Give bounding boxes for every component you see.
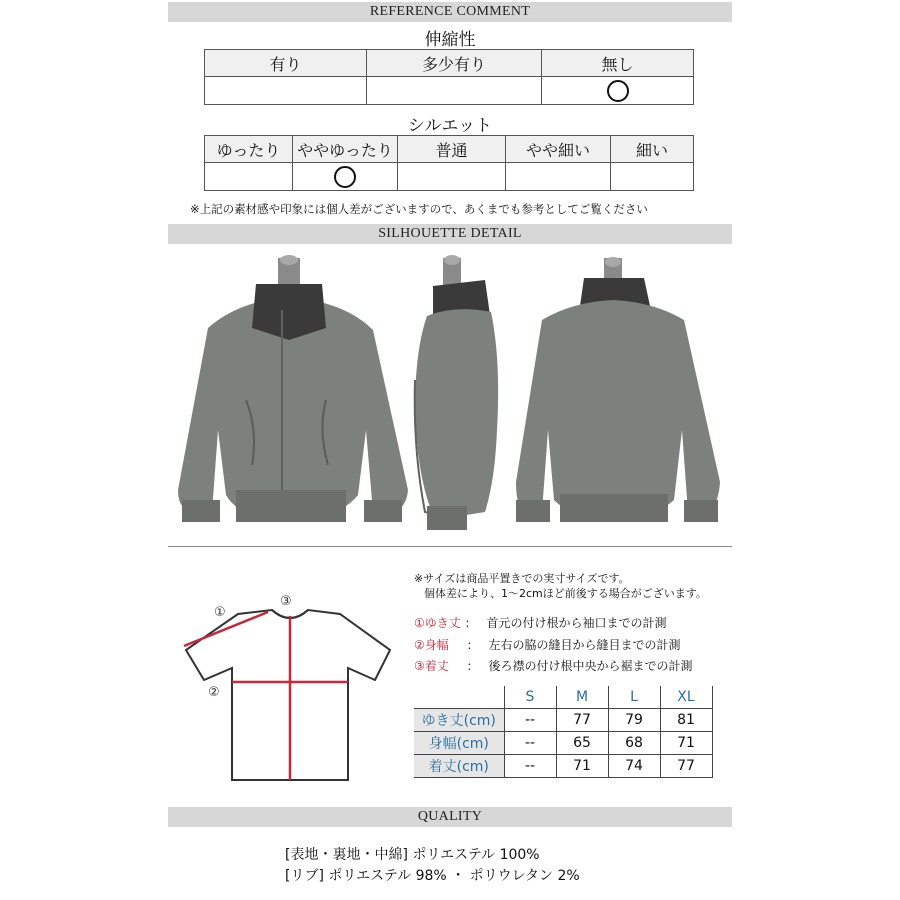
quality-line-rib: [リブ] ポリエステル 98% ・ ポリウレタン 2% (285, 868, 580, 884)
size-note-line1: ※サイズは商品平置きでの実寸サイズです。 (414, 572, 630, 585)
diagram-marker-3: ③ (280, 594, 292, 609)
silhouette-col-loose: ゆったり (205, 136, 293, 163)
size-row-label: 着丈(cm) (414, 755, 504, 778)
size-cell: 71 (556, 755, 608, 778)
definition-sep: ： (466, 638, 479, 652)
definition-desc: 首元の付け根から袖口までの計測 (486, 616, 667, 630)
silhouette-detail-bar: SILHOUETTE DETAIL (168, 224, 732, 244)
size-cell: -- (504, 755, 556, 778)
silhouette-heading: シルエット (407, 116, 493, 136)
silhouette-cell-slim (611, 163, 694, 191)
definition-marker: ① (414, 616, 425, 630)
stretch-cell-none (542, 77, 694, 105)
definition-length (414, 657, 692, 674)
disclaimer-text: ※上記の素材感や印象には個人差がございますので、あくまでも参考としてご覧ください (190, 202, 648, 216)
silhouette-cell-slightly-loose (293, 163, 398, 191)
diagram-marker-2: ② (208, 685, 220, 700)
stretch-heading: 伸縮性 (424, 30, 476, 50)
size-cell: 71 (660, 732, 712, 755)
definition-name: 身幅 (424, 638, 449, 652)
stretch-col-none: 無し (542, 50, 694, 77)
shirt-measurement-diagram (180, 590, 395, 790)
silhouette-col-slightly-slim: やや細い (506, 136, 611, 163)
size-header-l: L (608, 686, 660, 709)
definition-desc: 後ろ襟の付け根中央から裾までの計測 (488, 659, 693, 673)
definition-marker: ② (414, 638, 425, 652)
size-row-label: ゆき丈(cm) (414, 709, 504, 732)
size-header-m: M (556, 686, 608, 709)
size-cell: 81 (660, 709, 712, 732)
selected-circle-icon (607, 80, 629, 102)
selected-circle-icon (334, 166, 356, 188)
stretch-table (204, 49, 694, 105)
silhouette-cell-loose (205, 163, 293, 191)
size-header-blank (414, 686, 504, 709)
jacket-back-photo (512, 250, 730, 540)
section-divider (168, 546, 732, 547)
definition-sleeve (414, 614, 666, 631)
size-header-xl: XL (660, 686, 712, 709)
jacket-side-photo (405, 250, 515, 540)
silhouette-col-slightly-loose: ややゆったり (293, 136, 398, 163)
definition-name: ゆき丈 (424, 616, 461, 630)
stretch-col-yes: 有り (205, 50, 367, 77)
reference-comment-bar: REFERENCE COMMENT (168, 2, 732, 22)
size-row-label: 身幅(cm) (414, 732, 504, 755)
silhouette-col-slim: 細い (611, 136, 694, 163)
silhouette-cell-regular (398, 163, 506, 191)
size-cell: -- (504, 732, 556, 755)
definition-sep: ： (464, 616, 477, 630)
stretch-col-some: 多少有り (367, 50, 542, 77)
size-cell: 74 (608, 755, 660, 778)
size-cell: -- (504, 709, 556, 732)
definition-name: 着丈 (424, 659, 449, 673)
definition-width (414, 636, 680, 653)
silhouette-col-regular: 普通 (398, 136, 506, 163)
size-cell: 77 (660, 755, 712, 778)
quality-bar: QUALITY (168, 807, 732, 827)
definition-sep: ： (466, 659, 479, 673)
definition-desc: 左右の脇の縫目から縫目までの計測 (488, 638, 681, 652)
quality-line-shell: [表地・裏地・中綿] ポリエステル 100% (285, 847, 540, 863)
definition-marker: ③ (414, 659, 425, 673)
size-cell: 79 (608, 709, 660, 732)
size-cell: 77 (556, 709, 608, 732)
stretch-cell-some (367, 77, 542, 105)
stretch-cell-yes (205, 77, 367, 105)
silhouette-table (204, 135, 694, 191)
diagram-marker-1: ① (214, 605, 226, 620)
jacket-front-photo (168, 250, 418, 540)
silhouette-cell-slightly-slim (506, 163, 611, 191)
size-table (414, 686, 713, 778)
size-header-s: S (504, 686, 556, 709)
size-note-line2: 個体差により、1～2cmほど前後する場合がございます。 (424, 587, 707, 600)
size-cell: 68 (608, 732, 660, 755)
size-cell: 65 (556, 732, 608, 755)
